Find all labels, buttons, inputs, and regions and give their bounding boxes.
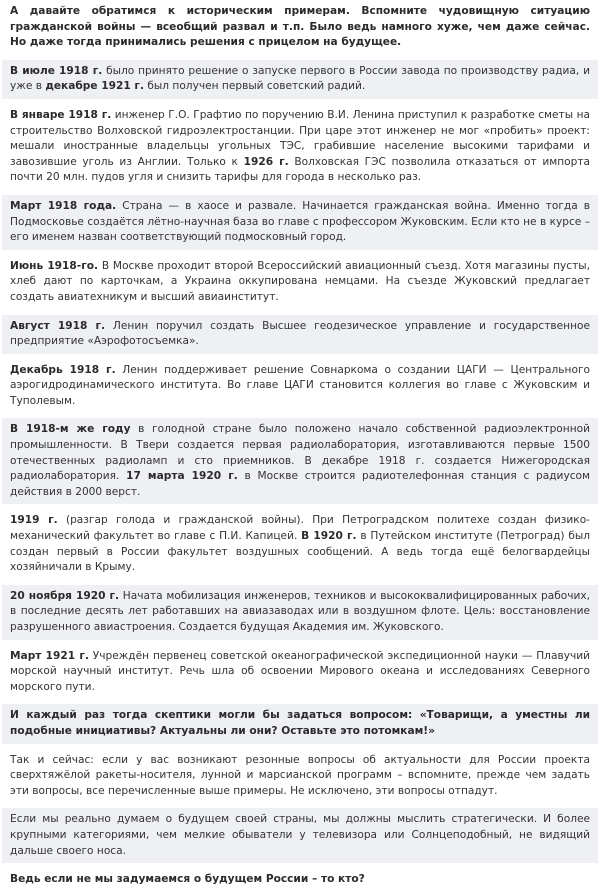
date-highlight: В 1918-м же году xyxy=(10,423,131,436)
paragraph-strategic-thinking: Если мы реально думаем о будущем своей страны, мы должны мыслить стратегически. И более крупными категориями, чем мелкие обыватели у телевизора или Солнцеподобный, не видящий дальше своего носа. xyxy=(2,808,598,863)
paragraph-rocket-program: Так и сейчас: если у вас возникают резонные вопросы об актуальности для России проекта сверхтяжёлой ракеты-носителя, лунной и марсианской программ – вспомните, прежде чем задать эти вопросы, все перечисленные выше примеры. Не исключено, эти вопросы отпадут. xyxy=(10,753,590,797)
date-highlight: 1926 г. xyxy=(243,155,289,168)
date-highlight: Июнь 1918-го. xyxy=(10,259,99,272)
paragraph-physics-faculty xyxy=(2,513,598,575)
paragraph-text: В Москве проходит второй Всероссийский авиационный съезд. Хотя магазины пусты, хлеб дают по карточкам, а Украина оккупирована немцами. На съезде Жуковский предлагает создать авиатехникум и высший авиаинститут. xyxy=(10,259,591,303)
paragraph-text: Ленин поручил создать Высшее геодезическое управление и государственное предприятие «Аэрофотосъемка». xyxy=(10,319,590,348)
date-highlight: декабре 1921 г. xyxy=(45,80,144,93)
paragraph-zhukovsky-base xyxy=(2,195,598,250)
paragraph-radium xyxy=(2,60,598,99)
date-highlight: 1919 г. xyxy=(10,514,58,527)
paragraph-text: Учреждён первенец советской океанографической экспедиционной науки — Плавучий морской научный институт. Речь шла об освоении Мирового океана и исследованиях Северного морского пути. xyxy=(10,649,590,693)
date-highlight: Март 1918 года. xyxy=(10,199,117,212)
paragraph-text: в голодной стране было положено начало собственной радиоэлектронной промышленности. В Твери создается первая радиолаборатория, изготавливаются первые 1500 отечественных радиоламп и сто приемников. В декабре 1918 г. создается Нижегородская радиолаборатория. xyxy=(10,423,590,483)
paragraph-text: Волховская ГЭС позволила отказаться от импорта почти 20 млн. пудов угля и снизить тарифы для города в несколько раз. xyxy=(10,155,590,184)
paragraph-text: Начата мобилизация инженеров, техников и высококвалифицированных рабочих, в последние десять лет работавших на авиазаводах или в воздушном флоте. Цель: восстановление разрушенного авиастроения. Создается будущая Академия им. Жуковского. xyxy=(10,589,590,633)
paragraph-text: было принято решение о запуске первого в России завода по производству радиа, и уже в xyxy=(10,64,590,93)
intro-paragraph: А давайте обратимся к историческим примерам. Вспомните чудовищную ситуацию гражданской войны — всеобщий развал и т.п. Было ведь намного хуже, чем даже сейчас. Но даже тогда принимались решения с прицелом на будущее. xyxy=(10,5,590,49)
paragraph-oceanography xyxy=(2,649,598,696)
date-highlight: В 1920 г. xyxy=(301,530,357,543)
paragraph-volkhov xyxy=(2,108,598,186)
paragraph-text: в Путейском институте (Петроград) был создан первый в России факультет воздушных сообщений. А ведь тогда ещё белогвардейцы хозяйничали в Крыму. xyxy=(10,530,591,574)
date-highlight: 20 ноября 1920 г. xyxy=(10,589,120,602)
paragraph-geodesy xyxy=(2,315,598,354)
date-highlight: Август 1918 г. xyxy=(10,319,106,332)
paragraph-text: в Москве строится радиотелефонная станция с радиусом действия в 2000 верст. xyxy=(10,470,591,498)
date-highlight: Март 1921 г. xyxy=(10,649,89,662)
closing-question: Ведь если не мы задумаемся о будущем России – то кто? xyxy=(10,873,365,886)
paragraph-text: Страна — в хаосе и развале. Начинается гражданская война. Именно тогда в Подмосковье создаётся лётно-научная база во главе с профессором Жуковским. Если кто не в курсе – его именем назван соответствующий подмосковный город. xyxy=(10,199,590,244)
date-highlight: 17 марта 1920 г. xyxy=(126,470,238,483)
paragraph-aviation-congress xyxy=(2,259,598,306)
date-highlight: В июле 1918 г. xyxy=(10,64,103,77)
paragraph-radioelectronics xyxy=(2,418,598,504)
paragraph-text: был получен первый советский радий. xyxy=(143,80,366,93)
paragraph-text: инженер Г.О. Графтио по поручению В.И. Ленина приступил к разработке сметы на строительство Волховской гидроэлектростанции. При царе этот инженер не мог «пробить» проект: мешали иностранные владельцы угольных ТЭС, грабившие население высокими тарифами и завозившие уголь из Англии. Только к xyxy=(10,108,590,168)
paragraph-mobilization xyxy=(2,585,598,640)
paragraph-tsagi xyxy=(2,363,598,410)
paragraph-text: Ленин поддерживает решение Совнаркома о создании ЦАГИ — Центрального аэрогидродинамического института. Во главе ЦАГИ становится коллегия во главе с Жуковским и Туполевым. xyxy=(10,363,590,407)
question-paragraph: И каждый раз тогда скептики могли бы задаться вопросом: «Товарищи, а уместны ли подобные инициативы? Актуальны ли они? Оставьте это потомкам!» xyxy=(2,704,598,743)
date-highlight: В январе 1918 г. xyxy=(10,108,112,121)
paragraph-text: (разгар голода и гражданской войны). При Петроградском политехе создан физико-механический факультет во главе с П.И. Капицей. xyxy=(10,514,590,543)
date-highlight: Декабрь 1918 г. xyxy=(10,363,116,376)
